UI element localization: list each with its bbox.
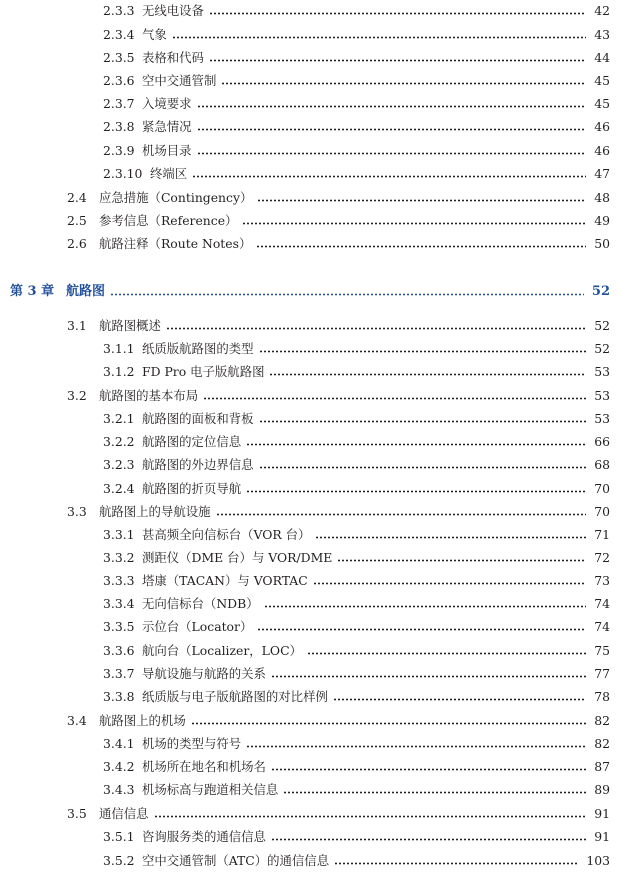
toc-entry-row[interactable] — [0, 363, 620, 381]
dot-leader — [246, 480, 586, 498]
toc-entry-row[interactable] — [0, 26, 620, 44]
section-number: 2.3.9 — [103, 143, 135, 158]
toc-entry-row[interactable] — [0, 317, 620, 335]
section-title: 紧急情况 — [142, 118, 195, 136]
dot-leader — [259, 456, 586, 474]
section-number: 2.3.8 — [103, 119, 135, 134]
section-number: 3.4.2 — [103, 759, 135, 774]
section-number: 3.3.5 — [103, 619, 135, 634]
section-number: 2.3.10 — [103, 166, 143, 181]
toc-entry-row[interactable] — [0, 688, 620, 706]
section-title: 空中交通管制 — [142, 72, 219, 90]
toc-entry-row[interactable] — [0, 235, 620, 253]
page-number: 71 — [594, 527, 610, 542]
toc-entry-row[interactable] — [0, 340, 620, 358]
section-title: 航路图的定位信息 — [142, 433, 244, 451]
section-number: 3.2.1 — [103, 411, 135, 426]
page-number: 49 — [594, 213, 610, 228]
section-number: 3.3 — [67, 504, 87, 519]
section-number: 3.4.1 — [103, 736, 135, 751]
section-title: 无线电设备 — [142, 2, 207, 20]
section-title: 航路图 — [66, 283, 108, 301]
toc-entry-row[interactable] — [0, 142, 620, 160]
section-number: 第 3 章 — [10, 284, 55, 299]
dot-leader — [191, 712, 586, 730]
section-title: 终端区 — [150, 165, 190, 183]
toc-entry-row[interactable] — [0, 165, 620, 183]
section-number: 3.1.1 — [103, 341, 135, 356]
section-number: 3.4 — [67, 713, 87, 728]
section-number: 3.3.1 — [103, 527, 135, 542]
section-title: 空中交通管制（ATC）的通信信息 — [142, 852, 332, 870]
dot-leader — [264, 595, 586, 613]
dot-leader — [203, 387, 586, 405]
section-number: 3.3.7 — [103, 666, 135, 681]
page-number: 47 — [594, 166, 610, 181]
section-number: 3.5.1 — [103, 829, 135, 844]
page-number: 70 — [594, 504, 610, 519]
section-number: 3.3.6 — [103, 643, 135, 658]
dot-leader — [246, 735, 586, 753]
section-number: 3.3.8 — [103, 689, 135, 704]
dot-leader — [334, 852, 578, 870]
toc-entry-row[interactable] — [0, 549, 620, 567]
section-title: 咨询服务类的通信信息 — [142, 828, 269, 846]
toc-entry-row[interactable] — [0, 852, 620, 870]
page-number: 75 — [594, 643, 610, 658]
toc-entry-row[interactable] — [0, 212, 620, 230]
dot-leader — [259, 410, 586, 428]
toc-entry-row[interactable] — [0, 618, 620, 636]
toc-entry-row[interactable] — [0, 503, 620, 521]
page-number: 52 — [591, 284, 610, 299]
section-title: 航路图的外边界信息 — [142, 456, 257, 474]
toc-entry-row[interactable] — [0, 49, 620, 67]
section-title: 机场标高与跑道相关信息 — [142, 781, 281, 799]
section-title: 纸质版与电子版航路图的对比样例 — [142, 688, 331, 706]
toc-entry-row[interactable] — [0, 480, 620, 498]
section-title: 航路图的基本布局 — [99, 387, 201, 405]
section-title: 航路图上的导航设施 — [99, 503, 214, 521]
toc-entry-row[interactable] — [0, 387, 620, 405]
page-number: 77 — [594, 666, 610, 681]
section-number: 3.3.4 — [103, 596, 135, 611]
section-number: 2.6 — [67, 236, 87, 251]
dot-leader — [313, 572, 586, 590]
toc-entry-row[interactable] — [0, 828, 620, 846]
toc-entry-row[interactable] — [0, 572, 620, 590]
section-number: 3.2.2 — [103, 434, 135, 449]
toc-entry-row[interactable] — [0, 758, 620, 776]
dot-leader — [246, 433, 586, 451]
toc-entry-row[interactable] — [0, 595, 620, 613]
section-number: 3.2.3 — [103, 457, 135, 472]
section-number: 3.2.4 — [103, 481, 135, 496]
dot-leader — [172, 26, 586, 44]
toc-entry-row[interactable] — [0, 712, 620, 730]
section-title: 气象 — [142, 26, 170, 44]
page-number: 70 — [594, 481, 610, 496]
dot-leader — [283, 781, 586, 799]
section-title: 机场所在地名和机场名 — [142, 758, 269, 776]
page-number: 82 — [594, 736, 610, 751]
section-title: 机场的类型与符号 — [142, 735, 244, 753]
page-number: 44 — [594, 50, 610, 65]
dot-leader — [257, 189, 586, 207]
page-number: 46 — [594, 119, 610, 134]
page-number: 89 — [594, 782, 610, 797]
section-number: 2.3.7 — [103, 96, 135, 111]
page-number: 103 — [586, 853, 610, 868]
section-number: 3.4.3 — [103, 782, 135, 797]
section-number: 3.1.2 — [103, 364, 135, 379]
toc-entry-row[interactable] — [0, 805, 620, 823]
page-number: 87 — [594, 759, 610, 774]
page-number: 72 — [594, 550, 610, 565]
dot-leader — [110, 283, 584, 301]
section-title: 纸质版航路图的类型 — [142, 340, 257, 358]
toc-entry-row[interactable] — [0, 526, 620, 544]
page-number: 42 — [594, 3, 610, 18]
section-title: 应急措施（Contingency） — [99, 189, 255, 207]
page-number: 78 — [594, 689, 610, 704]
page-number: 66 — [594, 434, 610, 449]
section-number: 3.3.3 — [103, 573, 135, 588]
section-title: 无向信标台（NDB） — [142, 595, 262, 613]
section-title: 航路图的折页导航 — [142, 480, 244, 498]
dot-leader — [259, 340, 586, 358]
section-number: 3.5.2 — [103, 853, 135, 868]
section-number: 2.3.3 — [103, 3, 135, 18]
toc-chapter-row[interactable] — [0, 283, 620, 301]
section-title: 通信信息 — [99, 805, 152, 823]
dot-leader — [337, 549, 586, 567]
section-number: 2.3.4 — [103, 27, 135, 42]
section-number: 2.3.6 — [103, 73, 135, 88]
section-title: FD Pro 电子版航路图 — [142, 363, 267, 381]
page-number: 46 — [594, 143, 610, 158]
section-title: 航路注释（Route Notes） — [99, 235, 254, 253]
toc-entry-row[interactable] — [0, 410, 620, 428]
section-number: 2.5 — [67, 213, 87, 228]
section-title: 机场目录 — [142, 142, 195, 160]
toc-entry-row[interactable] — [0, 642, 620, 660]
toc-entry-row[interactable] — [0, 433, 620, 451]
toc-entry-row[interactable] — [0, 95, 620, 113]
page-number: 50 — [594, 236, 610, 251]
page-number: 82 — [594, 713, 610, 728]
dot-leader — [271, 828, 586, 846]
section-number: 3.5 — [67, 806, 87, 821]
dot-leader — [257, 618, 586, 636]
toc-entry-row[interactable] — [0, 118, 620, 136]
section-title: 航路图概述 — [99, 317, 164, 335]
section-number: 2.4 — [67, 190, 87, 205]
section-title: 航路图的面板和背板 — [142, 410, 257, 428]
toc-entry-row[interactable] — [0, 456, 620, 474]
page-number: 43 — [594, 27, 610, 42]
section-title: 入境要求 — [142, 95, 195, 113]
toc-entry-row[interactable] — [0, 735, 620, 753]
dot-leader — [271, 758, 586, 776]
toc-entry-row[interactable] — [0, 189, 620, 207]
section-number: 2.3.5 — [103, 50, 135, 65]
page-number: 53 — [594, 388, 610, 403]
page-number: 91 — [594, 806, 610, 821]
dot-leader — [209, 49, 586, 67]
page-number: 68 — [594, 457, 610, 472]
section-number: 3.3.2 — [103, 550, 135, 565]
toc-entry-row[interactable] — [0, 2, 620, 20]
dot-leader — [154, 805, 586, 823]
dot-leader — [315, 526, 586, 544]
toc-entry-row[interactable] — [0, 72, 620, 90]
page-number: 74 — [594, 619, 610, 634]
page-number: 91 — [594, 829, 610, 844]
section-title: 测距仪（DME 台）与 VOR/DME — [142, 549, 335, 567]
toc-entry-row[interactable] — [0, 665, 620, 683]
section-title: 表格和代码 — [142, 49, 207, 67]
dot-leader — [221, 72, 586, 90]
dot-leader — [333, 688, 586, 706]
dot-leader — [307, 642, 586, 660]
dot-leader — [197, 118, 586, 136]
toc-entry-row[interactable] — [0, 781, 620, 799]
page-number: 45 — [594, 96, 610, 111]
section-title: 参考信息（Reference） — [99, 212, 240, 230]
dot-leader — [271, 665, 586, 683]
section-title: 塔康（TACAN）与 VORTAC — [142, 572, 311, 590]
page-number: 52 — [594, 341, 610, 356]
section-title: 导航设施与航路的关系 — [142, 665, 269, 683]
dot-leader — [197, 142, 586, 160]
section-title: 示位台（Locator） — [142, 618, 255, 636]
dot-leader — [166, 317, 586, 335]
dot-leader — [197, 95, 586, 113]
page-number: 52 — [594, 318, 610, 333]
page-number: 53 — [594, 364, 610, 379]
section-number: 3.1 — [67, 318, 87, 333]
section-title: 航向台（Localizer，LOC） — [142, 642, 305, 660]
section-number: 3.2 — [67, 388, 87, 403]
dot-leader — [216, 503, 586, 521]
page-number: 73 — [594, 573, 610, 588]
page-number: 53 — [594, 411, 610, 426]
dot-leader — [242, 212, 586, 230]
dot-leader — [209, 2, 586, 20]
section-title: 航路图上的机场 — [99, 712, 189, 730]
dot-leader — [256, 235, 586, 253]
dot-leader — [192, 165, 586, 183]
page-number: 45 — [594, 73, 610, 88]
page-number: 48 — [594, 190, 610, 205]
section-title: 甚高频全向信标台（VOR 台） — [142, 526, 313, 544]
dot-leader — [269, 363, 586, 381]
page-number: 74 — [594, 596, 610, 611]
